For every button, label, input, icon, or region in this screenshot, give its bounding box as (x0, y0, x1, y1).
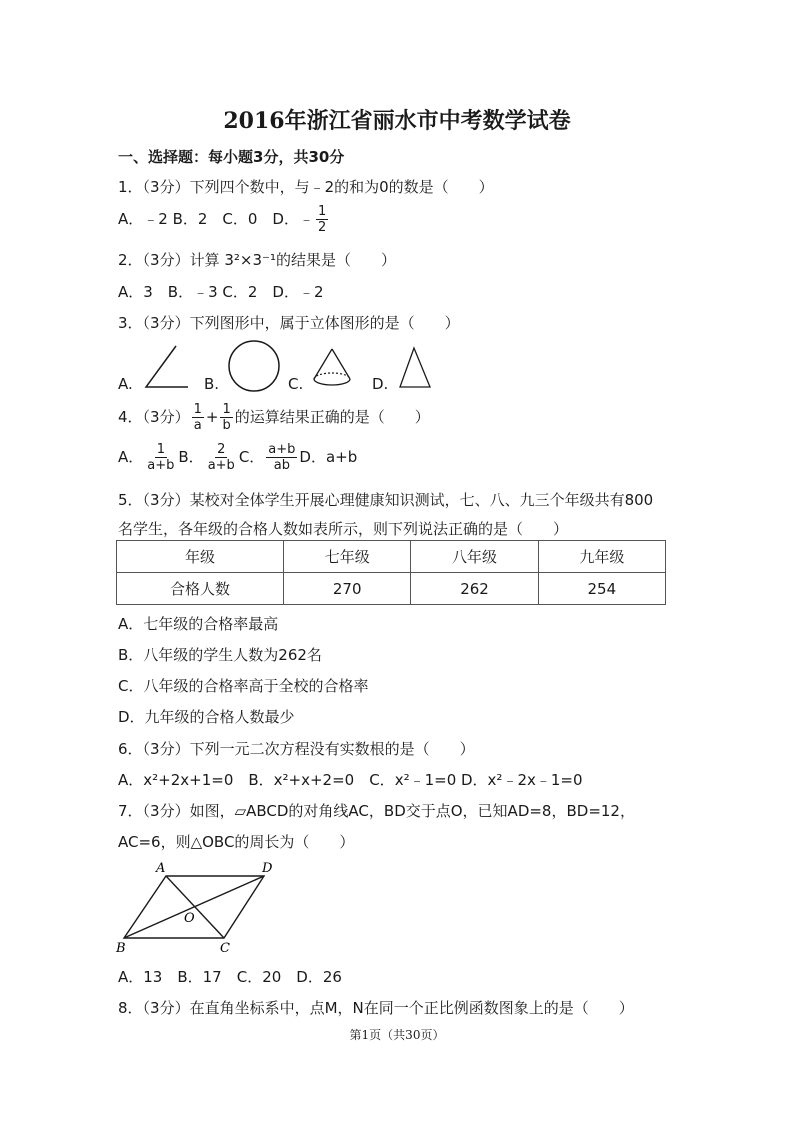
question-2-stem: 2．（3分）计算 3²×3⁻¹的结果是（ ） (118, 251, 396, 269)
question-1-stem: 1．（3分）下列四个数中，与﹣2的和为0的数是（ ） (118, 178, 494, 196)
question-3-option-b-label: B. (204, 375, 220, 393)
question-5-option-b: B．八年级的学生人数为262名 (118, 646, 322, 664)
label-a: A (156, 861, 166, 876)
question-5-stem-line1: 5．（3分）某校对全体学生开展心理健康知识测试，七、八、九三个年级共有800 (118, 491, 654, 509)
question-4-prefix: 4．（3分） (118, 408, 190, 426)
label-b: B (116, 941, 126, 956)
question-5-option-c: C．八年级的合格率高于全校的合格率 (118, 677, 369, 695)
question-5-option-a: A．七年级的合格率最高 (118, 615, 279, 633)
angle-figure (142, 340, 192, 390)
circle-figure (226, 338, 282, 394)
label-d: D (262, 861, 273, 876)
question-3-option-c-label: C. (288, 375, 304, 393)
label-c: C (220, 941, 230, 956)
table-cell: 八年级 (411, 541, 538, 573)
option-b-label: B． (178, 448, 204, 466)
section-heading: 一、选择题：每小题3分，共30分 (118, 148, 345, 166)
option-c-fraction: $\frac{a+b}{ab}$ (268, 442, 296, 473)
table-cell: 九年级 (538, 541, 665, 573)
question-7-options: A．13 B．17 C．20 D．26 (118, 968, 342, 986)
option-c-label: C． (238, 448, 265, 466)
question-8-stem: 8．（3分）在直角坐标系中，点M，N在同一个正比例函数图象上的是（ ） (118, 999, 634, 1017)
question-3-option-a-label: A. (118, 375, 133, 393)
pass-count-table (116, 540, 666, 605)
question-4-suffix: 的运算结果正确的是（ ） (234, 408, 430, 426)
table-cell: 合格人数 (117, 573, 284, 605)
question-1-options (118, 204, 330, 235)
cone-figure (310, 346, 354, 392)
question-3-option-d-label: D. (372, 375, 389, 393)
option-d: D．a+b (299, 448, 358, 466)
table-header-row (117, 541, 666, 573)
fraction-one-half: $\frac{1}{2}$ (317, 204, 327, 235)
question-6-stem: 6．（3分）下列一元二次方程没有实数根的是（ ） (118, 740, 475, 758)
question-6-options: A．x²+2x+1=0 B．x²+x+2=0 C．x²﹣1=0 D．x²﹣2x﹣1=0 (118, 771, 583, 789)
question-4-stem (118, 402, 430, 433)
option-a-fraction: $\frac{1}{a+b}$ (147, 442, 175, 473)
table-row (117, 573, 666, 605)
question-4-options (118, 442, 357, 473)
question-7-stem-line1: 7．（3分）如图，▱ABCD的对角线AC，BD交于点O，已知AD=8，BD=12， (118, 802, 635, 820)
question-3-stem: 3．（3分）下列图形中，属于立体图形的是（ ） (118, 314, 460, 332)
fraction-1-over-b: $\frac{1}{b}$ (222, 402, 231, 433)
question-5-stem-line2: 名学生，各年级的合格人数如表所示，则下列说法正确的是（ ） (118, 520, 569, 538)
question-5-option-d: D．九年级的合格人数最少 (118, 708, 295, 726)
question-1-options-text: A．﹣2 B．2 C．0 D．﹣ (118, 210, 314, 228)
fraction-1-over-a: $\frac{1}{a}$ (193, 402, 202, 433)
table-cell: 254 (538, 573, 665, 605)
table-cell: 年级 (117, 541, 284, 573)
page-title: 2016年浙江省丽水市中考数学试卷 (223, 108, 571, 134)
page-footer: 第1页（共30页） (349, 1028, 445, 1042)
table-cell: 262 (411, 573, 538, 605)
triangle-figure (396, 344, 436, 392)
question-7-stem-line2: AC=6，则△OBC的周长为（ ） (118, 833, 355, 851)
option-b-fraction: $\frac{2}{a+b}$ (207, 442, 235, 473)
label-o: O (184, 911, 195, 926)
option-a-label: A． (118, 448, 144, 466)
plus-sign: + (205, 408, 219, 426)
question-2-options: A．3 B．﹣3 C．2 D．﹣2 (118, 283, 324, 301)
parallelogram-diagram (112, 856, 282, 956)
table-cell: 七年级 (284, 541, 411, 573)
table-cell: 270 (284, 573, 411, 605)
